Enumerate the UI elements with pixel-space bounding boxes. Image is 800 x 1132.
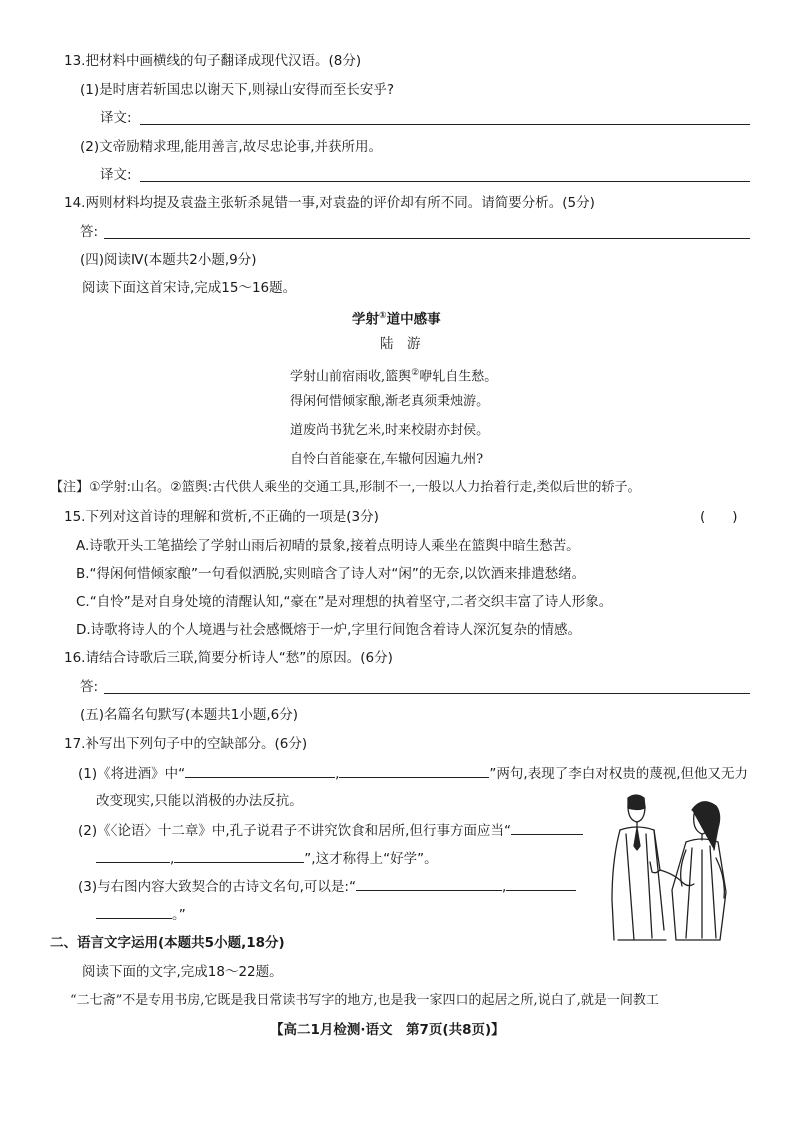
couple-illustration bbox=[606, 790, 738, 944]
poem-line-1-part-b: 咿轧自生愁。 bbox=[419, 369, 498, 385]
q14-answer-label: 答: bbox=[80, 224, 99, 240]
q17-item-2-blank-1b[interactable] bbox=[96, 848, 170, 863]
poem-title bbox=[352, 306, 441, 330]
q17-item-2-blank-2[interactable] bbox=[174, 848, 304, 863]
poem-title-part-a: 学射 bbox=[352, 311, 379, 328]
poem-line-1-footnote-mark: ② bbox=[411, 368, 420, 378]
section4-heading: (四)阅读Ⅳ(本题共2小题,9分) bbox=[80, 252, 257, 268]
q15-option-c: C.“自怜”是对自身处境的清醒认知,“豪在”是对理想的执着坚守,二者交织丰富了诗人形象。 bbox=[76, 594, 613, 610]
poem-title-part-b: 道中感事 bbox=[386, 311, 441, 328]
q17-item-1-text-a: (1)《将进酒》中“ bbox=[78, 766, 186, 782]
poem-line-4: 自怜白首能豪在,车辙何因遍九州? bbox=[290, 452, 484, 467]
part2-passage-first-line: “二七斋”不是专用书房,它既是我日常读书写字的地方,也是我一家四口的起居之所,说白了,就是一间教工 bbox=[70, 993, 659, 1008]
q17-item-2-comma: , bbox=[170, 851, 175, 867]
poem-line-1-part-a: 学射山前宿雨收,篮舆 bbox=[290, 369, 412, 385]
q17-item-1-line-2: 改变现实,只能以消极的办法反抗。 bbox=[96, 793, 303, 809]
q13-sentence-2: (2)文帝励精求理,能用善言,故尽忠论事,并获所用。 bbox=[80, 139, 382, 155]
q17-item-3-line-1 bbox=[78, 876, 576, 897]
q17-item-3-blank-2a[interactable] bbox=[506, 876, 576, 891]
q14-answer-line[interactable] bbox=[104, 238, 750, 239]
q17-item-1-text-c: ”两句,表现了李白对权贵的蔑视,但他又无力 bbox=[489, 766, 748, 782]
poem-note: 【注】①学射:山名。②篮舆:古代供人乘坐的交通工具,形制不一,一般以人力抬着行走,类似后世的轿子。 bbox=[50, 480, 641, 495]
section4-intro: 阅读下面这首宋诗,完成15～16题。 bbox=[82, 280, 297, 296]
q14-stem: 14.两则材料均提及袁盎主张斩杀晁错一事,对袁盎的评价却有所不同。请简要分析。(5分) bbox=[64, 195, 595, 211]
q16-stem: 16.请结合诗歌后三联,简要分析诗人“愁”的原因。(6分) bbox=[64, 650, 393, 666]
q17-item-1-comma: , bbox=[335, 766, 340, 782]
q17-item-2-blank-1a[interactable] bbox=[511, 820, 583, 835]
q17-item-2-text-a: (2)《〈论语〉十二章》中,孔子说君子不讲究饮食和居所,但行事方面应当“ bbox=[78, 823, 511, 839]
q17-item-3-blank-2b[interactable] bbox=[96, 904, 172, 919]
q17-item-3-text-a: (3)与右图内容大致契合的古诗文名句,可以是:“ bbox=[78, 879, 356, 895]
q15-option-d: D.诗歌将诗人的个人境遇与社会感慨熔于一炉,字里行间饱含着诗人深沉复杂的情感。 bbox=[76, 622, 581, 638]
q16-answer-line[interactable] bbox=[104, 693, 750, 694]
q13-stem: 13.把材料中画横线的句子翻译成现代汉语。(8分) bbox=[64, 53, 362, 69]
q17-item-1-blank-2[interactable] bbox=[339, 763, 489, 778]
q17-item-2-line-2 bbox=[96, 848, 438, 869]
q16-answer-label: 答: bbox=[80, 679, 99, 695]
q15-stem: 15.下列对这首诗的理解和赏析,不正确的一项是(3分) bbox=[64, 509, 379, 525]
q15-option-a: A.诗歌开头工笔描绘了学射山雨后初晴的景象,接着点明诗人乘坐在篮舆中暗生愁苦。 bbox=[76, 538, 580, 554]
q17-item-3-line-2 bbox=[96, 904, 186, 925]
q17-item-1-blank-1[interactable] bbox=[185, 763, 335, 778]
poem-line-1 bbox=[290, 363, 497, 387]
poem-line-2: 得闲何惜倾家酿,渐老真须秉烛游。 bbox=[290, 394, 490, 409]
q17-item-2-line-1 bbox=[78, 820, 583, 841]
part2-intro: 阅读下面的文字,完成18～22题。 bbox=[82, 964, 283, 980]
poem-author: 陆 游 bbox=[380, 336, 421, 352]
q17-item-3-end: 。” bbox=[172, 907, 186, 923]
q17-item-3-blank-1[interactable] bbox=[356, 876, 502, 891]
poem-title-footnote-mark: ① bbox=[379, 311, 387, 321]
q15-option-b: B.“得闲何惜倾家酿”一句看似洒脱,实则暗含了诗人对“闲”的无奈,以饮酒来排遣愁绪。 bbox=[76, 566, 586, 582]
q17-stem: 17.补写出下列句子中的空缺部分。(6分) bbox=[64, 736, 308, 752]
q15-answer-paren[interactable]: ( ) bbox=[700, 509, 738, 525]
q13-answer-line-1[interactable] bbox=[140, 124, 750, 125]
q13-answer-label-2: 译文: bbox=[100, 167, 132, 183]
page-footer: 【高二1月检测·语文 第7页(共8页)】 bbox=[270, 1022, 505, 1038]
poem-line-3: 道废尚书犹乞米,时来校尉亦封侯。 bbox=[290, 423, 490, 438]
section5-heading: (五)名篇名句默写(本题共1小题,6分) bbox=[80, 707, 299, 723]
q17-item-1-line-1 bbox=[78, 763, 748, 784]
q17-item-2-text-c: ”,这才称得上“好学”。 bbox=[304, 851, 438, 867]
q13-sentence-1: (1)是时唐若斩国忠以谢天下,则禄山安得而至长安乎? bbox=[80, 82, 395, 98]
q13-answer-label-1: 译文: bbox=[100, 110, 132, 126]
q13-answer-line-2[interactable] bbox=[140, 181, 750, 182]
q17-item-3-comma: , bbox=[501, 879, 507, 895]
part2-heading: 二、语言文字运用(本题共5小题,18分) bbox=[50, 935, 285, 951]
